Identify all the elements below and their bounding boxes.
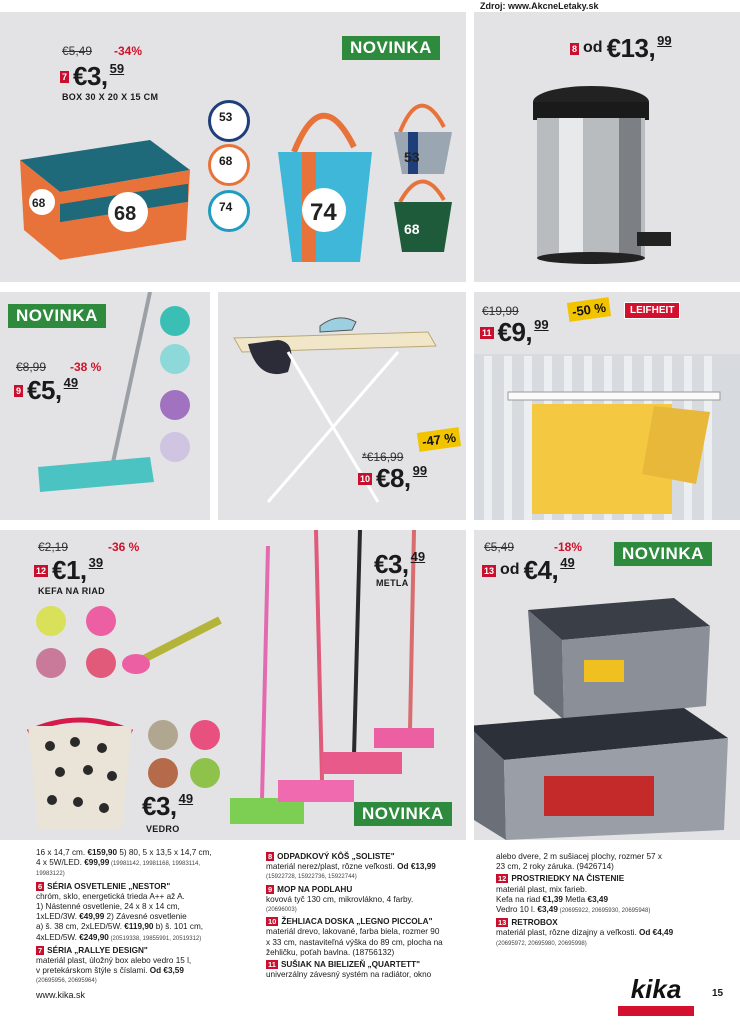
price-euros: €3, [374,549,409,579]
price-cents: 39 [88,555,104,570]
item-number: 12 [36,566,47,576]
text-line: (15922728, 15922736, 15922744) [266,874,357,881]
novinka-badge: NOVINKA [342,36,440,60]
text-line: 1) Nástenné osvetlenie, 24 x 8 x 14 cm, [36,902,180,912]
bucket-green-number-label: 68 [404,221,420,237]
brush-swatch-leopard [36,648,66,678]
item-number: 13 [484,566,495,576]
dish-brush-image [120,610,230,680]
old-price: €2,19 [38,540,69,554]
product-label: BOX 30 X 20 X 15 CM [62,92,159,102]
discount-label: -36 % [108,540,140,554]
text-line: chróm, sklo, energetická trieda A++ až A. [36,891,185,901]
source-note: Zdroj: www.AkcneLetaky.sk [480,1,599,11]
text-line: v pretekárskom štýle s číslami. Od €3,59 [36,966,184,976]
text-line: materiál plast, úložný box alebo vedro 15 l, [36,956,192,966]
section-heading: 13 RETROBOX [498,918,558,928]
box-number-label: 68 [114,203,137,225]
item-number: 11 [482,328,492,338]
old-price: €19,99 [482,304,519,318]
color-swatch-teal [160,306,190,336]
bucket-swatch-pink-dots [190,720,220,750]
kika-logo [614,974,698,1018]
text-line: materiál nerez/plast, rôzne veľkosti. Od €13,99 [266,862,436,872]
bucket-swatch-stripes [148,758,178,788]
text-line: x 33 cm, nastaviteľná výška do 89 cm, plocha na [266,937,443,947]
panel-waste-bin [474,12,740,282]
page-number: 15 [712,988,724,999]
bucket-small-number-label: 53 [404,149,420,165]
text-line: (20696003) [266,907,297,914]
tag-68-label: 68 [219,154,233,168]
retrobox-image [474,590,740,840]
discount-sticker: -47 % [417,427,461,452]
text-line: 4 x 5W/LED. €99,99 (19981142, 19981168, 19983114, [36,858,201,868]
discount-sticker: -50 % [567,297,611,322]
kika-logo-bar [618,1006,694,1016]
vedro-label: VEDRO [146,824,180,834]
text-line: materiál plast, mix farieb. [496,884,588,894]
price-cents: 49 [410,549,426,564]
text-column-3 [496,852,716,949]
text-line: (20695972, 20695980, 20695998) [496,940,587,947]
brush-swatch-pink [86,606,116,636]
old-price: €8,99 [16,360,47,374]
price-tag [570,34,672,62]
tag-74-label: 74 [219,200,233,214]
price-tag [480,318,549,346]
novinka-badge: NOVINKA [8,304,106,328]
price-cents: 49 [560,555,575,570]
color-swatch-purple [160,390,190,420]
section-heading: 8 ODPADKOVÝ KÔŠ „SOLISTE" [268,852,395,861]
price-euros: €13, [606,33,656,63]
vedro-price-tag [142,792,193,820]
text-line: Vedro 10 l. €3,49 (20695922, 20695930, 20695948) [496,905,651,915]
kika-logo-text: kika [630,974,682,1004]
price-cents: 99 [657,33,672,48]
price-tag [482,556,575,584]
price-euros: €5, [27,375,62,405]
price-cents: 49 [63,375,79,390]
bucket-swatch-green [190,758,220,788]
text-line: a) š. 38 cm, 2xLED/5W. €119,90 b) š. 101 cm, [36,922,204,932]
tag-53-label: 53 [219,110,233,124]
brush-swatch-red [86,648,116,678]
price-euros: €1, [52,555,87,585]
color-swatch-light-teal [160,344,190,374]
price-cents: 99 [534,317,549,332]
price-from: od [583,39,603,56]
novinka-badge: NOVINKA [614,542,712,566]
brush-swatch-yellow [36,606,66,636]
old-price: €5,49 [62,44,93,58]
bucket-swatch-leopard [148,720,178,750]
price-euros: €3, [73,61,108,91]
price-tag [60,62,124,90]
novinka-badge: NOVINKA [354,802,452,826]
buckets-image [272,92,462,272]
section-heading: 9 MOP NA PODLAHU [268,884,353,894]
price-tag [358,464,427,492]
price-cents: 99 [412,463,428,478]
panel-cleaning [0,530,466,840]
text-line: univerzálny závesný systém na radiátor, okno [266,970,432,980]
item-number: 10 [360,474,371,484]
item-number: 9 [16,386,22,396]
section-heading: 10 ŽEHLIACA DOSKA „LEGNO PICCOLA" [268,917,433,927]
item-number: 8 [572,44,578,54]
website-link[interactable]: www.kika.sk [36,989,86,1000]
price-euros: €9, [497,317,533,347]
price-euros: €4, [523,555,559,585]
pedal-bin-image [529,82,679,272]
text-column-1 [36,848,261,1000]
bucket-number-label: 74 [310,199,337,226]
item-number: 7 [62,72,68,82]
mop-image [30,292,160,502]
text-line: 4xLED/5W. €249,90 (20519338, 19855991, 20519312) [36,932,202,942]
text-line: kovová tyč 130 cm, mikrovlákno, 4 farby. [266,894,414,904]
section-heading: 11 SUŠIAK NA BIELIZEŇ „QUARTETT" [268,960,421,970]
price-cents: 59 [109,61,125,76]
discount-label: -18% [554,540,583,554]
text-line: materiál drevo, lakované, farba biela, rozmer 90 [266,927,440,937]
product-label: KEFA NA RIAD [38,586,105,596]
panel-ironing-board [218,292,466,520]
price-euros: €8, [376,463,411,493]
metla-label: METLA [376,578,409,588]
color-swatch-lavender [160,432,190,462]
storage-box-image [10,130,195,265]
old-price: €5,49 [484,540,515,554]
text-line: (20695956, 20695964) [36,978,97,985]
panel-mop [0,292,210,520]
text-line: materiál plast, rôzne dizajny a veľkosti. Od €4,49 [496,928,674,938]
panel-retrobox [474,530,740,840]
old-price: *€16,99 [362,450,404,464]
brand-logo: LEIFHEIT [624,302,680,319]
text-column-2 [266,852,488,980]
discount-label: -38 % [70,360,102,374]
text-line: žehličku, poťah bavlna. (18756132) [266,947,395,957]
panel-rallye-box [0,12,466,282]
drying-rack-image [474,354,740,520]
price-tag [34,556,103,584]
section-heading: 6 SÉRIA OSVETLENIE „NESTOR" [38,881,171,891]
text-line: alebo dvere, 2 m sušiacej plochy, rozmer 57 x [496,852,662,861]
leopard-bucket-image [20,712,140,836]
text-line: 16 x 14,7 cm. €159,90 5) 80, 5 x 13,5 x 14,7 cm, [36,848,212,857]
section-heading: 7 SÉRIA „RALLYE DESIGN" [38,945,148,955]
text-line: 19983122) [36,871,65,878]
text-line: 23 cm, 2 roky záruka. (9426714) [496,862,614,872]
section-heading: 12 PROSTRIEDKY NA ČISTENIE [498,874,625,884]
metla-price-tag [374,550,425,578]
price-cents: 49 [178,791,194,806]
panel-drying-rack [474,292,740,520]
text-line: 1xLED/3W. €49,99 2) Závesné osvetlenie [36,912,187,922]
box-side-number-label: 68 [32,196,46,210]
text-line: Kefa na riad €1,39 Metla €3,49 [496,894,609,904]
price-from: od [500,561,520,578]
price-euros: €3, [142,791,177,821]
discount-label: -34% [114,44,143,58]
